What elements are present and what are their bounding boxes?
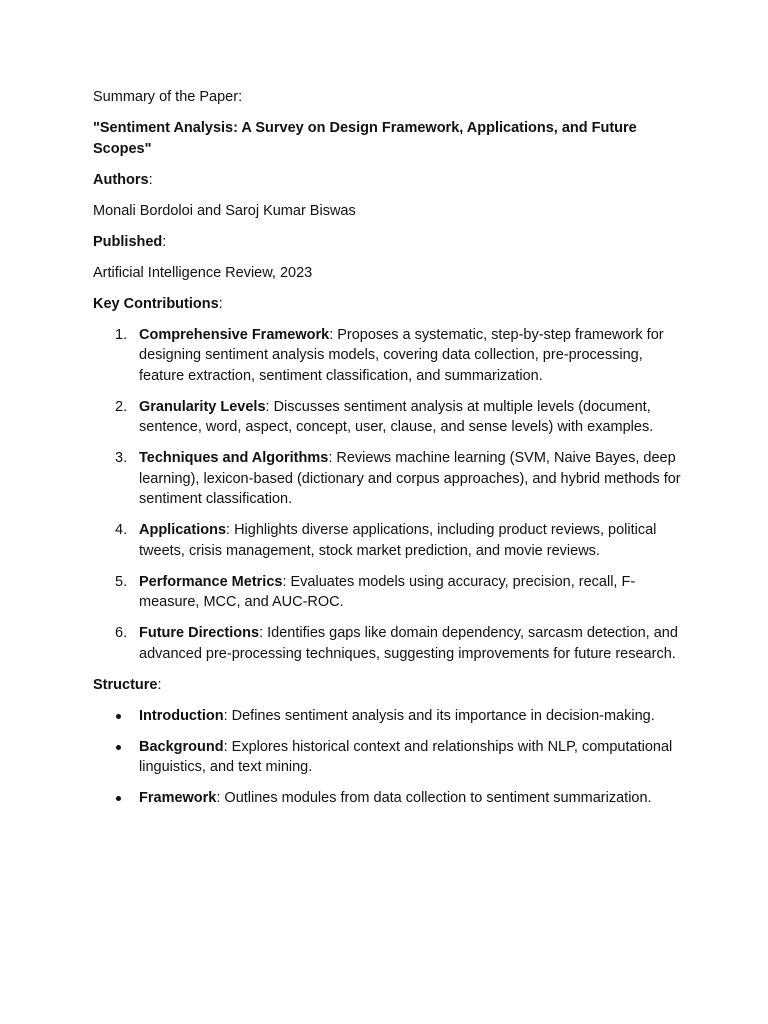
key-contributions-label: Key Contributions [93, 295, 219, 312]
contribution-item [93, 397, 683, 438]
bullet-icon [116, 745, 121, 750]
structure-list [93, 706, 683, 809]
key-contributions-label-line [93, 294, 683, 315]
contribution-term: Comprehensive Framework [139, 326, 330, 343]
contribution-term: Applications [139, 522, 227, 538]
list-number: 3. [115, 450, 128, 466]
contribution-item [93, 448, 683, 510]
published-label-line [93, 232, 683, 253]
authors-value: Monali Bordoloi and Saroj Kumar Biswas [93, 202, 356, 219]
contribution-text: : Proposes a systematic, step-by-step framework for designing sentiment analysis models, covering data collection, pre-processing, feature extraction, sentiment classification, and summarization. [139, 326, 664, 384]
paper-title: "Sentiment Analysis: A Survey on Design Framework, Applications, and Future Scopes" [93, 120, 637, 157]
list-number: 2. [115, 398, 128, 415]
contribution-text: : Evaluates models using accuracy, precision, recall, F-measure, MCC, and AUC-ROC. [139, 573, 636, 610]
structure-label: Structure [93, 676, 158, 693]
structure-text: : Explores historical context and relationships with NLP, computational linguistics, and text mining. [139, 738, 673, 775]
contribution-term: Techniques and Algorithms [139, 450, 329, 466]
list-number: 1. [115, 326, 128, 343]
structure-item [93, 737, 683, 778]
contribution-term: Future Directions [139, 625, 260, 641]
contribution-term: Granularity Levels [139, 398, 266, 415]
structure-label-line [93, 675, 683, 696]
contribution-text: : Reviews machine learning (SVM, Naive Bayes, deep learning), lexicon-based (dictionary and corpus approaches), and hybrid methods for sentiment classification. [139, 450, 681, 507]
structure-text: : Defines sentiment analysis and its importance in decision-making. [223, 707, 655, 724]
document-heading: Summary of the Paper: [93, 89, 243, 105]
structure-term: Framework [139, 790, 217, 806]
published-label: Published [93, 233, 163, 250]
document-page [93, 87, 683, 819]
list-number: 4. [115, 522, 128, 538]
authors-label: Authors [93, 171, 149, 188]
contribution-text: : Highlights diverse applications, including product reviews, political tweets, crisis management, stock market prediction, and movie reviews. [139, 522, 657, 559]
contribution-term: Performance Metrics [139, 573, 283, 590]
bullet-icon [116, 714, 121, 719]
key-contributions-label-colon: : [218, 295, 223, 312]
contribution-item [93, 520, 683, 561]
structure-item [93, 706, 683, 727]
contribution-item [93, 623, 683, 664]
authors-label-line [93, 170, 683, 191]
structure-label-colon: : [157, 676, 162, 693]
structure-term: Background [139, 738, 224, 755]
contribution-text: : Identifies gaps like domain dependency, sarcasm detection, and advanced pre-processing techniques, suggesting improvements for future research. [139, 625, 678, 662]
list-number: 6. [115, 625, 128, 641]
structure-term: Introduction [139, 707, 224, 724]
contribution-item [93, 572, 683, 613]
bullet-icon [116, 796, 121, 801]
contribution-text: : Discusses sentiment analysis at multiple levels (document, sentence, word, aspect, concept, user, clause, and sense levels) with examples. [139, 398, 654, 435]
structure-item [93, 788, 683, 809]
authors-label-colon: : [148, 171, 153, 188]
key-contributions-list [93, 325, 683, 665]
structure-text: : Outlines modules from data collection to sentiment summarization. [216, 790, 652, 806]
published-label-colon: : [162, 233, 167, 250]
list-number: 5. [115, 573, 128, 590]
published-value: Artificial Intelligence Review, 2023 [93, 264, 313, 281]
contribution-item [93, 325, 683, 387]
